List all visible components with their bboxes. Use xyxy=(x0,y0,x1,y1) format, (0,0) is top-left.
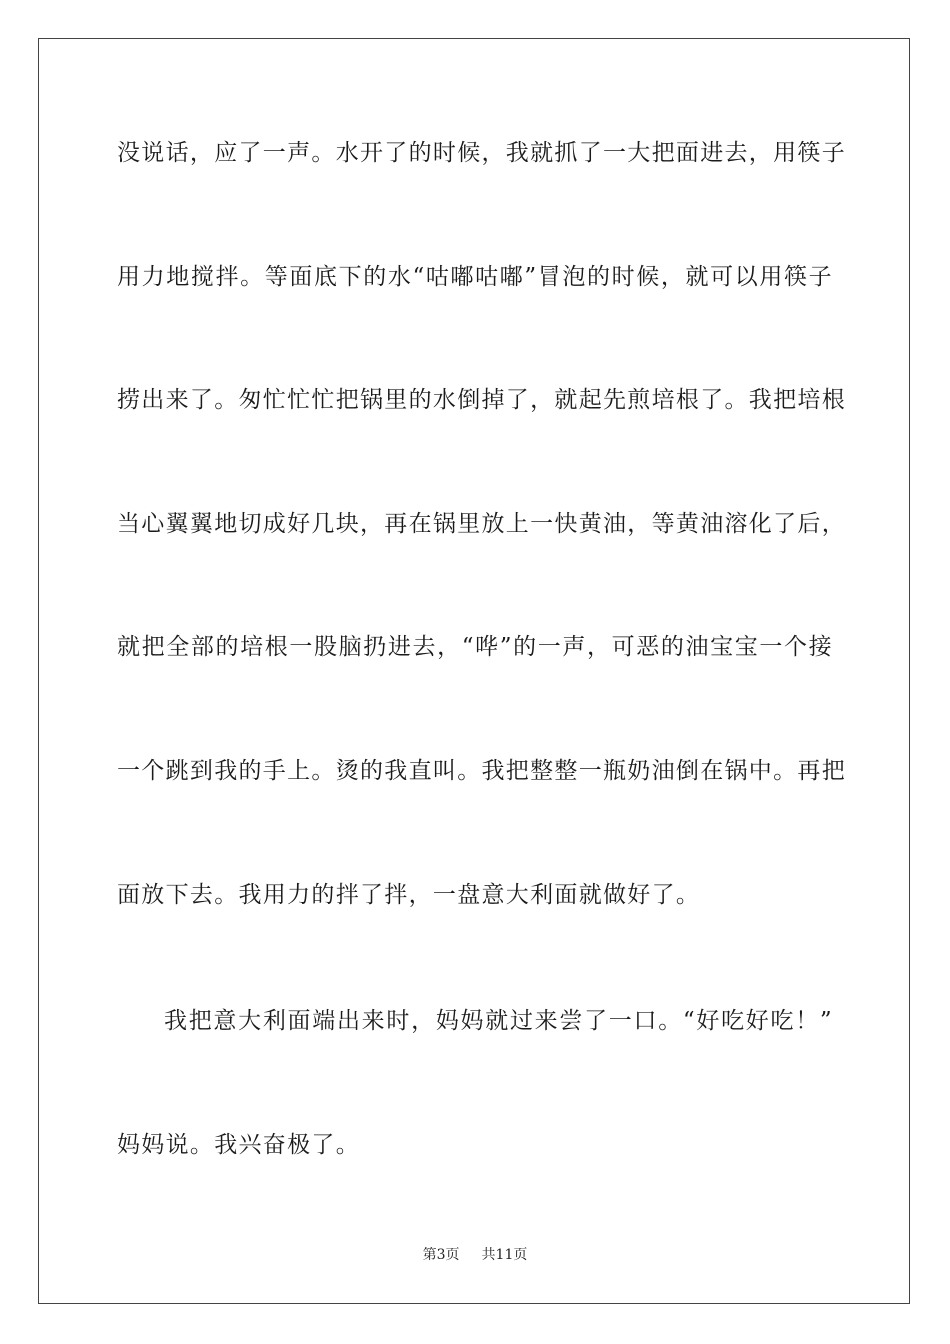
paragraph-first-line: 我把意大利面端出来时，妈妈就过来尝了一口。“好吃好吃！” xyxy=(164,1008,833,1034)
text-line-1: 没说话，应了一声。水开了的时候，我就抓了一大把面进去，用筷子 xyxy=(117,140,846,166)
text-line-5: 就把全部的培根一股脑扔进去，“哗”的一声，可恶的油宝宝一个接 xyxy=(117,634,833,660)
page-border xyxy=(38,38,910,1304)
page-total: 共11页 xyxy=(481,1247,528,1263)
text-line-9: 妈妈说。我兴奋极了。 xyxy=(117,1132,360,1158)
text-line-2: 用力地搅拌。等面底下的水“咕嘟咕嘟”冒泡的时候，就可以用筷子 xyxy=(117,264,833,290)
page-number: 第3页 xyxy=(422,1247,460,1263)
text-line-4: 当心翼翼地切成好几块，再在锅里放上一快黄油，等黄油溶化了后， xyxy=(117,511,846,537)
text-line-6: 一个跳到我的手上。烫的我直叫。我把整整一瓶奶油倒在锅中。再把 xyxy=(117,758,846,784)
page-footer xyxy=(0,1246,950,1264)
text-line-3: 捞出来了。匆忙忙忙把锅里的水倒掉了，就起先煎培根了。我把培根 xyxy=(117,387,846,413)
text-line-7: 面放下去。我用力的拌了拌，一盘意大利面就做好了。 xyxy=(117,882,701,908)
